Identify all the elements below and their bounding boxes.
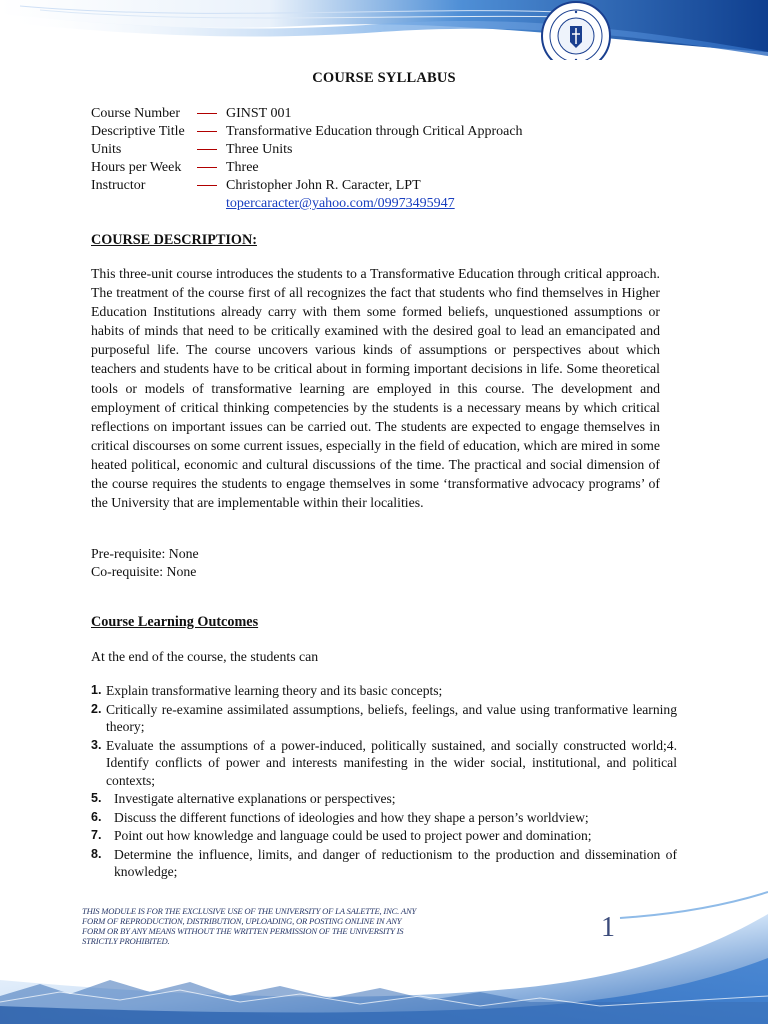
course-info-block bbox=[91, 105, 523, 213]
info-value: Three Units bbox=[226, 142, 293, 157]
item-text: Explain transformative learning theory and its basic concepts; bbox=[106, 683, 443, 698]
info-label: Instructor bbox=[91, 178, 146, 193]
list-item bbox=[91, 846, 677, 881]
info-row-hours bbox=[91, 159, 523, 177]
item-number: 5. bbox=[91, 791, 102, 805]
item-text: Critically re-examine assimilated assumptions, beliefs, feelings, and value using tranformative learning theory; bbox=[106, 701, 677, 734]
dash-separator bbox=[197, 123, 226, 141]
info-row-instructor bbox=[91, 177, 523, 195]
item-text: Determine the influence, limits, and danger of reductionism to the production and dissemination of knowledge; bbox=[114, 846, 677, 879]
info-value: Transformative Education through Critical Approach bbox=[226, 124, 523, 139]
item-text: Evaluate the assumptions of a power-induced, politically sustained, and socially constructed world;4. Identify conflicts of power and interests manifesting in the wider social, institutional, and political contexts; bbox=[106, 737, 677, 788]
course-description-heading: COURSE DESCRIPTION: bbox=[91, 232, 257, 248]
info-value: Christopher John R. Caracter, LPT bbox=[226, 178, 421, 193]
info-row-units bbox=[91, 141, 523, 159]
page-number: 1 bbox=[601, 912, 615, 943]
prerequisite-text: Pre-requisite: None bbox=[91, 546, 199, 561]
item-number: 7. bbox=[91, 828, 102, 842]
header-wave-graphic bbox=[0, 0, 768, 60]
list-item bbox=[91, 682, 677, 700]
list-item bbox=[91, 827, 677, 845]
dash-separator bbox=[197, 159, 226, 177]
item-text: Point out how knowledge and language could be used to project power and domination; bbox=[114, 828, 592, 843]
corequisite-text: Co-requisite: None bbox=[91, 564, 197, 579]
instructor-email-link[interactable]: topercaracter@yahoo.com/09973495947 bbox=[226, 196, 455, 211]
info-row-course-number bbox=[91, 105, 523, 123]
item-number: 6. bbox=[91, 809, 102, 824]
info-value: GINST 001 bbox=[226, 106, 292, 121]
learning-outcomes-heading: Course Learning Outcomes bbox=[91, 614, 259, 630]
outcomes-intro: At the end of the course, the students can bbox=[91, 649, 319, 664]
item-number: 3. bbox=[91, 737, 102, 752]
info-value: Three bbox=[226, 160, 259, 175]
page-title: COURSE SYLLABUS bbox=[312, 70, 456, 86]
university-seal-logo bbox=[540, 0, 612, 60]
info-label: Hours per Week bbox=[91, 160, 182, 175]
info-label: Units bbox=[91, 142, 122, 157]
dash-separator bbox=[197, 177, 226, 195]
item-number: 1. bbox=[91, 683, 102, 697]
info-row-descriptive-title bbox=[91, 123, 523, 141]
copyright-notice: THIS MODULE IS FOR THE EXCLUSIVE USE OF THE UNIVERSITY OF LA SALETTE, INC. ANY FORM OF REPRODUCTION, DISTRIBUTION, UPLOADING, OR POSTING ONLINE IN ANY FORM OR BY ANY MEANS WITHOUT THE WRITTEN PERMISSION OF THE UNIVERSITY IS STRICTLY PROHIBITED. bbox=[82, 906, 417, 946]
item-text: Discuss the different functions of ideologies and how they shape a person’s worldview; bbox=[114, 809, 589, 825]
list-item bbox=[91, 737, 677, 790]
item-number: 2. bbox=[91, 701, 102, 716]
list-item bbox=[91, 790, 677, 808]
list-item bbox=[91, 809, 677, 827]
info-label: Descriptive Title bbox=[91, 124, 185, 139]
item-text: Investigate alternative explanations or perspectives; bbox=[114, 791, 396, 806]
dash-separator bbox=[197, 141, 226, 159]
footer-banner bbox=[0, 884, 768, 1024]
footer-wave-graphic bbox=[0, 884, 768, 1024]
outcomes-list bbox=[91, 682, 677, 882]
course-description-text: This three-unit course introduces the students to a Transformative Education through critical approach. The treatment of the course first of all recognizes the fact that students who find themselves in Higher Education Institutions already carry with them some formed beliefs, unquestioned assumptions or habits of minds that need to be critically examined with the desired goal to lead an emancipated and purposeful life. The course uncovers various kinds of assumptions or perspectives about which teachers and students have to be critical about in forming important decisions in life. Some theoretical tools or models of transformative learning are employed in this course. The development and employment of critical thinking competencies by the students is a necessary means by which critical reflections on important issues can be carried out. The students are expected to engage themselves in critical discourses on some current issues, especially in the field of education, which are mired in some heated political, economic and cultural discussions of the time. The practical and social dimension of the course requires the students to engage themselves in some ‘transformative advocacy programs’ of the University that are implementable within their localities. bbox=[91, 266, 660, 511]
list-item bbox=[91, 701, 677, 736]
item-number: 8. bbox=[91, 846, 102, 861]
info-row-email bbox=[91, 195, 523, 213]
info-label: Course Number bbox=[91, 106, 181, 121]
header-banner bbox=[0, 0, 768, 60]
dash-separator bbox=[197, 105, 226, 123]
